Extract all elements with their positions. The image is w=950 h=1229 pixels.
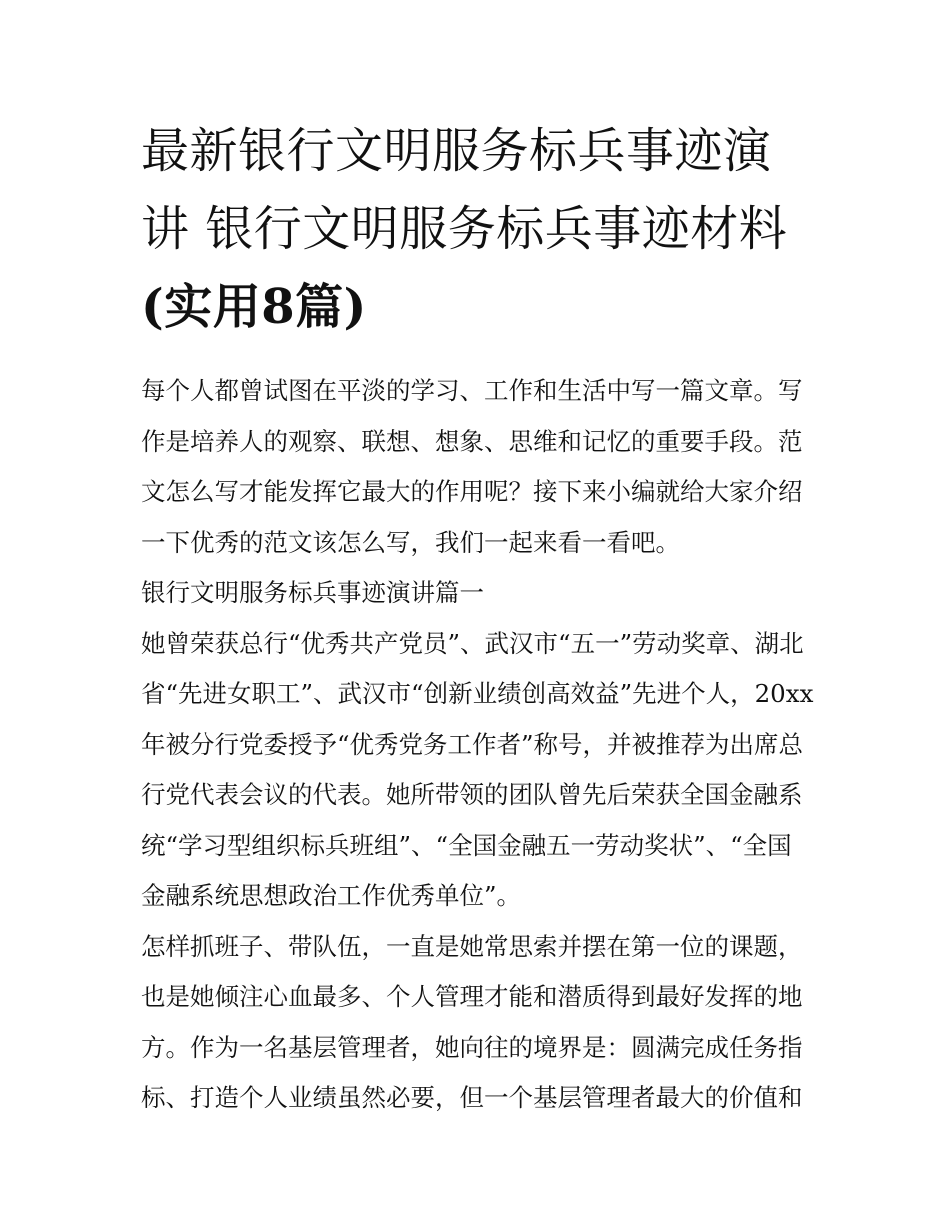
text-line: 金融系统思想政治工作优秀单位”。 [141, 881, 522, 910]
text-line: 她曾荣获总行“优秀共产党员”、武汉市“五一”劳动奖章、湖北 [141, 628, 804, 658]
title-paren-close: 篇) [295, 279, 367, 335]
text-line: 文怎么写才能发挥它最大的作用呢？接下来小编就给大家介绍 [141, 477, 803, 506]
text-line: 一下优秀的范文该怎么写，我们一起来看一看吧。 [141, 527, 680, 557]
text-line: 行党代表会议的代表。她所带领的团队曾先后荣获全国金融系 [141, 780, 803, 809]
title-line: 最新银行文明服务标兵事迹演 [141, 123, 772, 179]
text-line: 作是培养人的观察、联想、想象、思维和记忆的重要手段。范 [141, 426, 803, 456]
text-line: 每个人都曾试图在平淡的学习、工作和生活中写一篇文章。写 [141, 376, 803, 405]
intro-paragraph [141, 366, 813, 568]
body-paragraph [141, 619, 813, 922]
text-line: 标、打造个人业绩虽然必要，但一个基层管理者最大的价值和 [141, 1083, 803, 1112]
section-heading [141, 568, 813, 619]
document-page [141, 112, 813, 1124]
document-body [141, 366, 813, 1124]
text-line: 也是她倾注心血最多、个人管理才能和潜质得到最好发挥的地 [141, 982, 803, 1011]
text-line: 年被分行党委授予“优秀党务工作者”称号，并被推荐为出席总 [141, 729, 804, 759]
text-line: 省“先进女职工”、武汉市“创新业绩创高效益”先进个人，20xx [141, 679, 814, 708]
body-paragraph [141, 922, 813, 1124]
title-line: 讲 银行文明服务标兵事迹材料 [141, 201, 788, 257]
title-line [141, 268, 813, 346]
text-line: 统“学习型组织标兵班组”、“全国金融五一劳动奖状”、“全国 [141, 830, 792, 860]
text-line: 方。作为一名基层管理者，她向往的境界是：圆满完成任务指 [141, 1032, 803, 1062]
title-paren-open: (实用 [141, 279, 262, 335]
title-number: 8 [261, 279, 296, 335]
document-title [141, 112, 813, 346]
text-line: 银行文明服务标兵事迹演讲篇一 [141, 578, 484, 607]
text-line: 怎样抓班子、带队伍，一直是她常思索并摆在第一位的课题， [141, 931, 803, 961]
